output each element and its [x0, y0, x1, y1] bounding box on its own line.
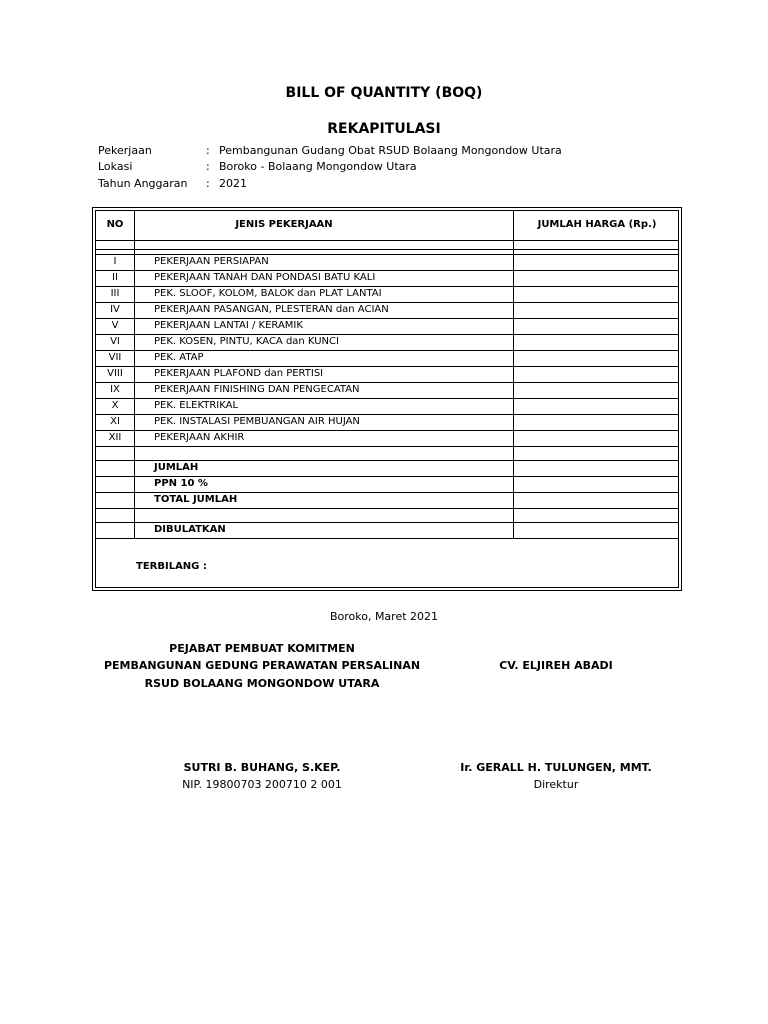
header-jenis-pekerjaan: JENIS PEKERJAAN	[235, 219, 333, 230]
row-description: PEKERJAAN LANTAI / KERAMIK	[154, 320, 303, 331]
table-row	[96, 398, 678, 414]
row-number: VIII	[107, 368, 123, 379]
boq-table-inner	[95, 210, 679, 588]
terbilang-label: TERBILANG :	[136, 561, 207, 572]
dibulatkan-label: DIBULATKAN	[154, 524, 226, 535]
meta-colon: :	[206, 144, 210, 157]
meta-label-lokasi: Lokasi	[98, 160, 133, 173]
total-jumlah-label: TOTAL JUMLAH	[154, 494, 238, 505]
row-divider	[96, 446, 678, 447]
signatory-right-company: CV. ELJIREH ABADI	[499, 659, 613, 672]
row-divider	[96, 508, 678, 509]
row-description: PEKERJAAN FINISHING DAN PENGECATAN	[154, 384, 360, 395]
row-description: PEKERJAAN AKHIR	[154, 432, 245, 443]
row-number: V	[111, 320, 119, 331]
table-row	[96, 382, 678, 398]
row-description: PEKERJAAN TANAH DAN PONDASI BATU KALI	[154, 272, 376, 283]
row-number: XII	[108, 432, 122, 443]
row-description: PEKERJAAN PASANGAN, PLESTERAN dan ACIAN	[154, 304, 389, 315]
document-subtitle: REKAPITULASI	[327, 121, 441, 137]
row-description: PEK. ELEKTRIKAL	[154, 400, 239, 411]
table-row	[96, 302, 678, 318]
table-row	[96, 366, 678, 382]
meta-label-pekerjaan: Pekerjaan	[98, 144, 152, 157]
table-row	[96, 414, 678, 430]
table-row	[96, 270, 678, 286]
row-number: III	[110, 288, 120, 299]
row-number: XI	[110, 416, 120, 427]
meta-value-lokasi: Boroko - Bolaang Mongondow Utara	[219, 160, 417, 173]
row-description: PEK. ATAP	[154, 352, 204, 363]
signatory-left-title-1: PEJABAT PEMBUAT KOMITMEN	[169, 642, 355, 655]
meta-colon: :	[206, 177, 210, 190]
header-no: NO	[106, 219, 124, 230]
table-row	[96, 318, 678, 334]
row-number: VII	[108, 352, 122, 363]
ppn-label: PPN 10 %	[154, 478, 208, 489]
row-number: II	[112, 272, 118, 283]
table-row	[96, 334, 678, 350]
row-description: PEK. SLOOF, KOLOM, BALOK dan PLAT LANTAI	[154, 288, 382, 299]
table-row	[96, 430, 678, 446]
row-number: IV	[110, 304, 120, 315]
row-description: PEK. INSTALASI PEMBUANGAN AIR HUJAN	[154, 416, 360, 427]
signatory-left-nip: NIP. 19800703 200710 2 001	[182, 778, 342, 791]
row-divider	[96, 249, 678, 250]
row-description: PEKERJAAN PLAFOND dan PERTISI	[154, 368, 324, 379]
header-jumlah-harga: JUMLAH HARGA (Rp.)	[537, 219, 657, 230]
table-row	[96, 286, 678, 302]
meta-colon: :	[206, 160, 210, 173]
signatory-left-name: SUTRI B. BUHANG, S.KEP.	[183, 761, 341, 774]
boq-table	[92, 207, 682, 591]
table-row	[96, 350, 678, 366]
table-row	[96, 254, 678, 270]
signatory-right-role: Direktur	[533, 778, 579, 791]
place-date: Boroko, Maret 2021	[329, 610, 439, 623]
meta-value-tahun: 2021	[219, 177, 247, 190]
row-number: IX	[110, 384, 120, 395]
row-divider	[96, 538, 678, 539]
signatory-left-title-3: RSUD BOLAANG MONGONDOW UTARA	[144, 677, 380, 690]
signatory-left-title-2: PEMBANGUNAN GEDUNG PERAWATAN PERSALINAN	[103, 659, 421, 672]
document-title: BILL OF QUANTITY (BOQ)	[285, 85, 483, 101]
jumlah-label: JUMLAH	[154, 462, 199, 473]
row-divider	[96, 240, 678, 241]
row-number: I	[113, 256, 117, 267]
signatory-right-name: Ir. GERALL H. TULUNGEN, MMT.	[460, 761, 652, 774]
row-description: PEK. KOSEN, PINTU, KACA dan KUNCI	[154, 336, 339, 347]
row-description: PEKERJAAN PERSIAPAN	[154, 256, 269, 267]
meta-label-tahun: Tahun Anggaran	[98, 177, 188, 190]
meta-value-pekerjaan: Pembangunan Gudang Obat RSUD Bolaang Mongondow Utara	[219, 144, 562, 157]
row-number: VI	[110, 336, 120, 347]
row-number: X	[111, 400, 119, 411]
